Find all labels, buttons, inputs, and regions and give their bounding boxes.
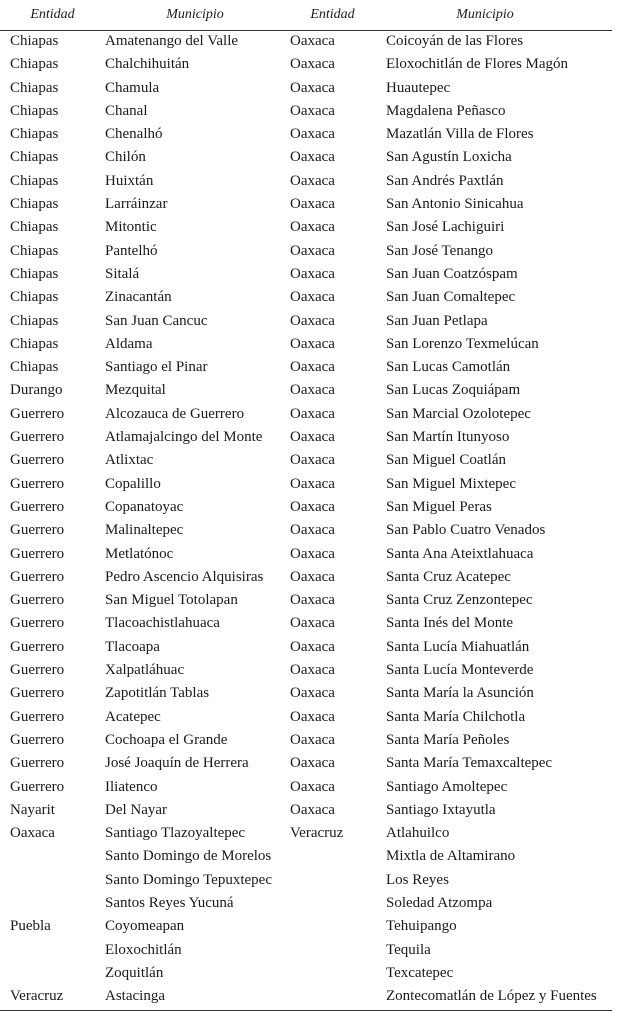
cell-entidad: Oaxaca [290,79,335,96]
table-row [0,30,626,53]
cell-municipio: Santiago Tlazoyaltepec [105,825,246,842]
cell-municipio: Chenalhó [105,126,163,143]
cell-municipio: San Martín Itunyoso [386,429,510,446]
cell-municipio: Santiago Ixtayutla [386,801,496,818]
cell-entidad: Guerrero [10,662,65,679]
cell-municipio: Larráinzar [105,196,168,213]
cell-municipio: San Pablo Cuatro Venados [386,522,546,539]
cell-entidad: Guerrero [10,429,65,446]
cell-municipio: Aldama [105,335,153,352]
cell-entidad: Oaxaca [290,498,335,515]
cell-municipio: Pantelhó [105,242,158,259]
cell-municipio: Santos Reyes Yucuná [105,894,234,911]
table-row [0,123,626,146]
cell-municipio: Tlacoapa [105,638,160,655]
table-row [0,962,626,985]
table-row [0,892,626,915]
cell-entidad: Oaxaca [290,265,335,282]
cell-entidad: Guerrero [10,731,65,748]
header-municipio-1: Municipio [166,7,224,22]
cell-entidad: Guerrero [10,522,65,539]
cell-entidad: Guerrero [10,568,65,585]
cell-municipio: Copanatoyac [105,498,184,515]
cell-municipio: San Juan Petlapa [386,312,488,329]
cell-municipio: San Lucas Zoquiápam [386,382,521,399]
table-row [0,100,626,123]
cell-entidad: Veracruz [10,988,64,1005]
cell-entidad: Guerrero [10,475,65,492]
cell-municipio: San Miguel Totolapan [105,592,238,609]
cell-entidad: Oaxaca [290,592,335,609]
cell-municipio: Copalillo [105,475,161,492]
cell-entidad: Oaxaca [290,289,335,306]
table-row [0,146,626,169]
cell-municipio: Iliatenco [105,778,158,795]
table-row [0,496,626,519]
cell-entidad: Chiapas [10,219,59,236]
cell-entidad: Oaxaca [290,778,335,795]
cell-entidad: Oaxaca [290,405,335,422]
cell-municipio: Santa Cruz Zenzontepec [386,592,533,609]
cell-municipio: Soledad Atzompa [386,894,493,911]
cell-municipio: Huautepec [386,79,451,96]
cell-municipio: Magdalena Peñasco [386,102,506,119]
cell-municipio: Atlixtac [105,452,154,469]
cell-entidad: Oaxaca [290,685,335,702]
cell-municipio: Astacinga [105,988,165,1005]
cell-entidad: Oaxaca [290,312,335,329]
cell-entidad: Chiapas [10,289,59,306]
table-row [0,636,626,659]
cell-entidad: Oaxaca [10,825,55,842]
cell-entidad: Oaxaca [290,335,335,352]
cell-entidad: Chiapas [10,126,59,143]
cell-municipio: Santa Inés del Monte [386,615,514,632]
cell-municipio: Zontecomatlán de López y Fuentes [386,988,597,1005]
cell-entidad: Oaxaca [290,196,335,213]
table-row [0,403,626,426]
cell-entidad: Oaxaca [290,708,335,725]
cell-entidad: Guerrero [10,592,65,609]
cell-municipio: Pedro Ascencio Alquisiras [105,568,264,585]
cell-entidad: Guerrero [10,778,65,795]
cell-municipio: Metlatónoc [105,545,174,562]
cell-municipio: San Andrés Paxtlán [386,172,504,189]
cell-municipio: San Miguel Coatlán [386,452,506,469]
cell-entidad: Guerrero [10,545,65,562]
cell-municipio: Santa Ana Ateixtlahuaca [386,545,534,562]
cell-municipio: Tlacoachistlahuaca [105,615,220,632]
table-row [0,752,626,775]
cell-entidad: Oaxaca [290,56,335,73]
table-row [0,869,626,892]
cell-entidad: Chiapas [10,172,59,189]
header-entidad-2: Entidad [310,7,355,22]
cell-municipio: Mezquital [105,382,166,399]
cell-entidad: Oaxaca [290,801,335,818]
cell-entidad: Oaxaca [290,359,335,376]
cell-entidad: Guerrero [10,755,65,772]
cell-municipio: Mazatlán Villa de Flores [386,126,534,143]
cell-entidad: Nayarit [10,801,55,818]
cell-entidad: Oaxaca [290,522,335,539]
cell-entidad: Guerrero [10,615,65,632]
cell-municipio: Tequila [386,941,431,958]
cell-entidad: Oaxaca [290,475,335,492]
cell-municipio: San José Tenango [386,242,493,259]
cell-entidad: Oaxaca [290,662,335,679]
cell-entidad: Oaxaca [290,452,335,469]
cell-entidad: Oaxaca [290,126,335,143]
cell-municipio: Malinaltepec [105,522,184,539]
cell-municipio: Alcozauca de Guerrero [105,405,245,422]
table-body [0,30,626,1008]
cell-municipio: Mixtla de Altamirano [386,848,516,865]
cell-entidad: Chiapas [10,359,59,376]
table-row [0,566,626,589]
cell-entidad: Guerrero [10,685,65,702]
cell-entidad: Oaxaca [290,33,335,49]
cell-municipio: Eloxochitlán [105,941,182,958]
cell-entidad: Puebla [10,918,51,935]
cell-entidad: Chiapas [10,196,59,213]
cell-municipio: San Lorenzo Texmelúcan [386,335,539,352]
table-row [0,612,626,635]
table-row [0,543,626,566]
cell-entidad: Chiapas [10,102,59,119]
cell-entidad: Chiapas [10,56,59,73]
cell-municipio: Santa María la Asunción [386,685,534,702]
cell-municipio: Amatenango del Valle [105,33,239,49]
cell-entidad: Chiapas [10,312,59,329]
table-row [0,286,626,309]
cell-municipio: Santa María Temaxcaltepec [386,755,553,772]
table-row [0,240,626,263]
cell-municipio: San Juan Coatzóspam [386,265,518,282]
table-row [0,170,626,193]
cell-municipio: Chalchihuitán [105,56,190,73]
cell-municipio: Santo Domingo Tepuxtepec [105,871,272,888]
cell-municipio: Chanal [105,102,148,119]
cell-entidad: Oaxaca [290,429,335,446]
cell-entidad: Durango [10,382,63,399]
cell-entidad: Guerrero [10,708,65,725]
table-row [0,845,626,868]
table-row [0,449,626,472]
table-row [0,473,626,496]
cell-municipio: San Juan Comaltepec [386,289,516,306]
cell-municipio: Sitalá [105,265,140,282]
cell-municipio: Santa María Chilchotla [386,708,526,725]
table-row [0,356,626,379]
cell-entidad: Oaxaca [290,755,335,772]
cell-municipio: Coyomeapan [105,918,185,935]
cell-municipio: Santa María Peñoles [386,731,510,748]
table-row [0,799,626,822]
cell-municipio: San José Lachiguiri [386,219,505,236]
cell-municipio: Tehuipango [386,918,457,935]
cell-municipio: San Marcial Ozolotepec [386,405,531,422]
cell-municipio: Santa Cruz Acatepec [386,568,511,585]
table-row [0,216,626,239]
cell-entidad: Oaxaca [290,545,335,562]
cell-entidad: Oaxaca [290,242,335,259]
cell-municipio: Acatepec [105,708,161,725]
cell-municipio: Los Reyes [386,871,449,888]
table-row [0,310,626,333]
cell-municipio: Zapotitlán Tablas [105,685,210,702]
cell-municipio: San Miguel Peras [386,498,492,515]
cell-municipio: Del Nayar [105,801,168,818]
cell-entidad: Oaxaca [290,382,335,399]
cell-municipio: Eloxochitlán de Flores Magón [386,56,569,73]
cell-municipio: Santiago el Pinar [105,359,208,376]
table-row [0,985,626,1008]
header-entidad-1: Entidad [30,7,75,22]
cell-municipio: Huixtán [105,172,154,189]
header-municipio-2: Municipio [456,7,514,22]
cell-entidad: Guerrero [10,498,65,515]
cell-entidad: Chiapas [10,79,59,96]
cell-municipio: José Joaquín de Herrera [105,755,249,772]
cell-municipio: Zinacantán [105,289,172,306]
table-row [0,659,626,682]
table-bottom-rule [0,1010,612,1011]
table-row [0,333,626,356]
cell-entidad: Oaxaca [290,615,335,632]
cell-municipio: Atlahuilco [386,825,450,842]
table-row [0,426,626,449]
cell-municipio: Chilón [105,149,146,166]
cell-municipio: Santa Lucía Miahuatlán [386,638,530,655]
cell-municipio: Mitontic [105,219,157,236]
table-row [0,822,626,845]
cell-municipio: Santa Lucía Monteverde [386,662,534,679]
cell-entidad: Oaxaca [290,731,335,748]
table-row [0,53,626,76]
cell-entidad: Chiapas [10,33,59,49]
cell-entidad: Chiapas [10,335,59,352]
cell-municipio: San Miguel Mixtepec [386,475,516,492]
cell-municipio: San Antonio Sinicahua [386,196,524,213]
cell-municipio: Coicoyán de las Flores [386,33,524,49]
cell-municipio: Texcatepec [386,964,454,981]
table-row [0,939,626,962]
cell-municipio: San Agustín Loxicha [386,149,512,166]
cell-entidad: Oaxaca [290,638,335,655]
cell-municipio: Atlamajalcingo del Monte [105,429,263,446]
cell-municipio: Zoquitlán [105,964,164,981]
table-row [0,589,626,612]
table-row [0,706,626,729]
cell-entidad: Oaxaca [290,568,335,585]
table-row [0,776,626,799]
cell-entidad: Guerrero [10,638,65,655]
cell-entidad: Chiapas [10,265,59,282]
table-row [0,77,626,100]
cell-entidad: Chiapas [10,242,59,259]
cell-entidad: Guerrero [10,405,65,422]
table-row [0,263,626,286]
cell-municipio: San Lucas Camotlán [386,359,511,376]
cell-municipio: San Juan Cancuc [105,312,208,329]
table-row [0,519,626,542]
cell-entidad: Oaxaca [290,172,335,189]
cell-municipio: Santiago Amoltepec [386,778,508,795]
cell-municipio: Santo Domingo de Morelos [105,848,272,865]
table-row [0,729,626,752]
cell-entidad: Veracruz [290,825,344,842]
table-row [0,193,626,216]
cell-municipio: Cochoapa el Grande [105,731,228,748]
cell-entidad: Chiapas [10,149,59,166]
table-row [0,379,626,402]
cell-municipio: Xalpatláhuac [105,662,185,679]
cell-entidad: Guerrero [10,452,65,469]
table-row [0,915,626,938]
cell-entidad: Oaxaca [290,102,335,119]
cell-entidad: Oaxaca [290,219,335,236]
cell-municipio: Chamula [105,79,160,96]
table-row [0,682,626,705]
table-header [0,0,612,31]
cell-entidad: Oaxaca [290,149,335,166]
